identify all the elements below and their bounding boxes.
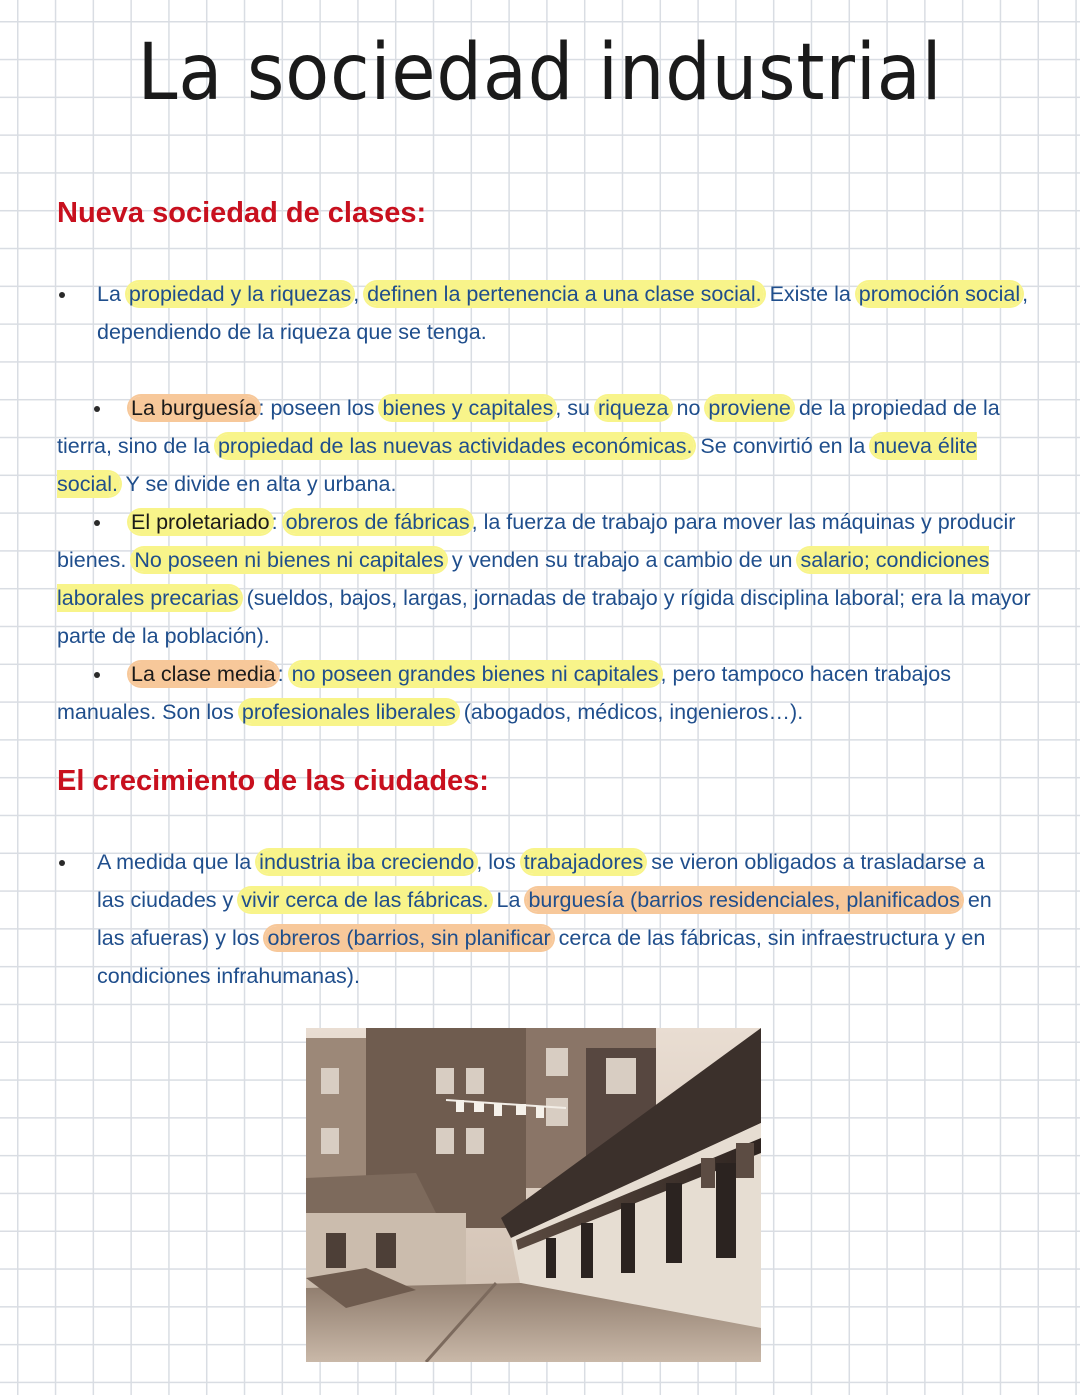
proletariado-paragraph xyxy=(57,503,1032,655)
highlighted-phrase: definen la pertenencia a una clase social. xyxy=(367,282,762,306)
text-run: , xyxy=(353,282,366,306)
text-run: y venden su trabajo a cambio de un xyxy=(445,548,799,572)
text-run: Existe la xyxy=(763,282,857,306)
text-run: : xyxy=(271,510,284,534)
text-run: no xyxy=(670,396,707,420)
intro-paragraph xyxy=(97,275,1032,351)
text-run: (abogados, médicos, ingenieros…). xyxy=(457,700,804,724)
section-heading-ciudades: El crecimiento de las ciudades: xyxy=(57,765,489,797)
highlighted-phrase: obreros (barrios, sin planificar xyxy=(267,926,551,950)
burguesia-paragraph xyxy=(57,389,1032,503)
text-run: , la fuerza de trabajo para mover las máquinas y producir bienes. xyxy=(57,510,1016,572)
highlighted-phrase: burguesía (barrios residenciales, planificados xyxy=(528,888,960,912)
text-run: La xyxy=(490,888,527,912)
highlighted-phrase: No poseen ni bienes ni capitales xyxy=(134,548,444,572)
highlighted-phrase: industria iba creciendo xyxy=(259,850,475,874)
highlighted-phrase: promoción social xyxy=(858,282,1021,306)
highlighted-phrase: El proletariado xyxy=(131,510,270,534)
sepia-photo-illustration xyxy=(306,1028,761,1362)
highlighted-phrase: vivir cerca de las fábricas. xyxy=(241,888,489,912)
text-run: , los xyxy=(476,850,522,874)
section-heading-clases: Nueva sociedad de clases: xyxy=(57,197,427,229)
highlighted-phrase: no poseen grandes bienes ni capitales xyxy=(291,662,659,686)
bullet-dot xyxy=(59,860,65,866)
clase-media-paragraph xyxy=(57,655,1032,731)
text-run: : poseen los xyxy=(258,396,381,420)
text-run: A medida que la xyxy=(97,850,258,874)
highlighted-phrase: proviene xyxy=(708,396,791,420)
text-run: cerca de las fábricas, sin infraestructura y en condiciones infrahumanas). xyxy=(97,926,986,988)
highlighted-phrase: propiedad de las nuevas actividades económicas. xyxy=(217,434,693,458)
text-run: (sueldos, bajos, largas, jornadas de trabajo y rígida disciplina laboral; era la mayor parte de la población). xyxy=(57,586,1031,648)
historical-workers-housing-photo xyxy=(306,1028,761,1362)
highlighted-phrase: bienes y capitales xyxy=(382,396,554,420)
text-run: de la propiedad de la tierra, sino de la xyxy=(57,396,1000,458)
highlighted-phrase: propiedad y la riquezas xyxy=(128,282,352,306)
highlighted-phrase: obreros de fábricas xyxy=(285,510,470,534)
text-run: Se convirtió en la xyxy=(694,434,872,458)
text-run: , dependiendo de la riqueza que se tenga. xyxy=(97,282,1029,344)
text-run: Y se divide en alta y urbana. xyxy=(119,472,397,496)
highlighted-phrase: La burguesía xyxy=(131,396,257,420)
highlighted-phrase: La clase media xyxy=(131,662,276,686)
bullet-dot xyxy=(59,292,65,298)
ciudades-paragraph xyxy=(97,843,1012,995)
text-run: , su xyxy=(555,396,596,420)
text-run: , pero tampoco hacen trabajos manuales. Son los xyxy=(57,662,951,724)
highlighted-phrase: trabajadores xyxy=(523,850,644,874)
text-run: : xyxy=(277,662,290,686)
highlighted-phrase: profesionales liberales xyxy=(241,700,456,724)
page-title: La sociedad industrial xyxy=(137,28,943,118)
text-run: en las afueras) y los xyxy=(97,888,992,950)
highlighted-phrase: riqueza xyxy=(598,396,669,420)
highlighted-phrase: salario; condiciones laborales precarias xyxy=(57,548,990,610)
highlighted-phrase: nueva élite social. xyxy=(57,434,978,496)
text-run: La xyxy=(97,282,127,306)
text-run: se vieron obligados a trasladarse a las ciudades y xyxy=(97,850,985,912)
